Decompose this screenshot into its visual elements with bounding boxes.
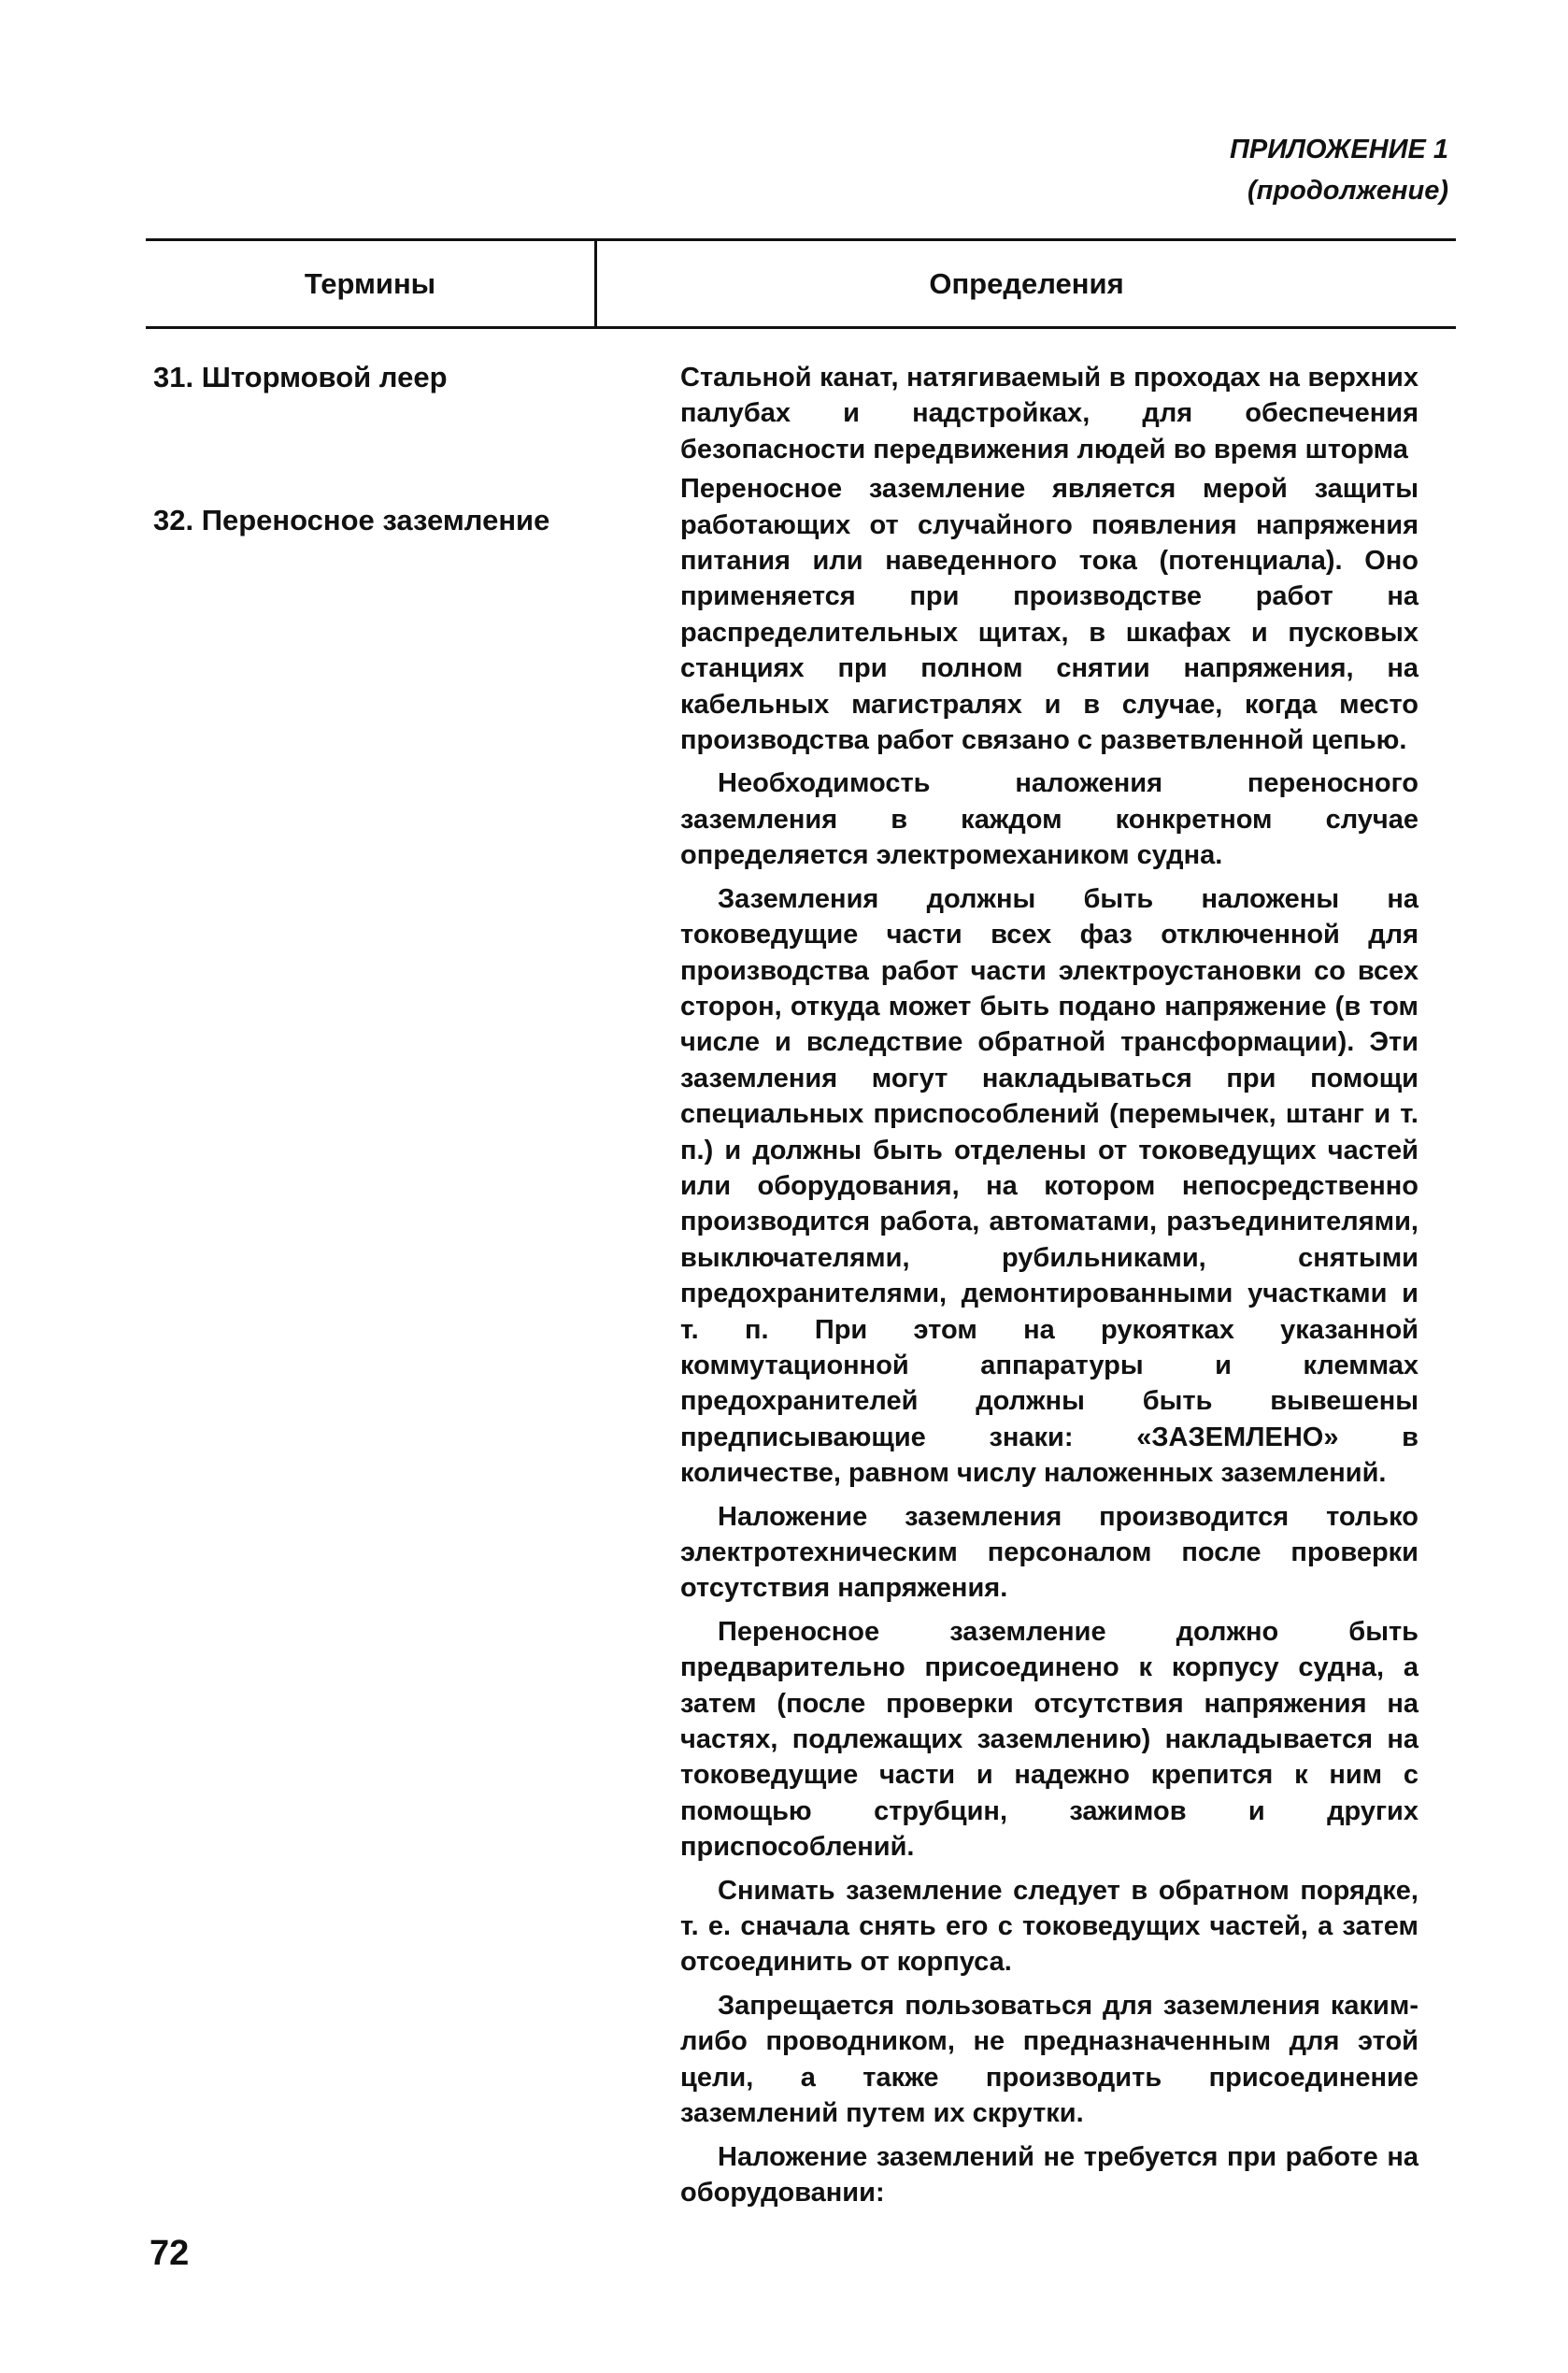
term-32: 32. Переносное заземление <box>153 504 550 536</box>
appendix-title: ПРИЛОЖЕНИЕ 1 <box>1230 135 1448 164</box>
definition-32-paragraph: Переносное заземление является мерой защиты работающих от случайного появления напряжения питания или наведенного тока (потенциала). Оно применяется при производстве работ на распределительных щитах, в шкафах и пусковых станциях при полном снятии напряжения, на кабельных магистралях и в случае, когда место производства работ связано с разветвленной цепью. <box>680 474 1418 756</box>
definitions-column <box>680 360 1418 2218</box>
appendix-header <box>1230 129 1448 211</box>
definition-32-paragraph: Необходимость наложения переносного заземления в каждом конкретном случае определяется электромехаником судна. <box>680 768 1418 871</box>
definition-32-paragraph: Запрещается пользоваться для заземления каким-либо проводником, не предназначенным для этой цели, а также производить присоединение заземлений путем их скрутки. <box>680 1990 1418 2129</box>
appendix-continued: (продолжение) <box>1247 176 1448 206</box>
definition-32-paragraph: Наложение заземления производится только электротехническим персоналом после проверки отсутствия напряжения. <box>680 1501 1418 1604</box>
definition-32-paragraph: Снимать заземление следует в обратном порядке, т. е. сначала снять его с токоведущих частей, а затем отсоединить от корпуса. <box>680 1875 1418 1978</box>
definition-32-paragraph: Наложение заземлений не требуется при работе на оборудовании: <box>680 2141 1418 2208</box>
table-header <box>146 238 1456 329</box>
column-header-definitions: Определения <box>929 267 1124 300</box>
definition-32-paragraph: Заземления должны быть наложены на токоведущие части всех фаз отключенной для производства работ части электроустановки со всех сторон, откуда может быть подано напряжение (в том числе и вследствие обратной трансформации). Эти заземления могут накладываться при помощи специальных приспособлений (перемычек, штанг и т. п.) и должны быть отделены от токоведущих частей или оборудования, на котором непосредственно производится работа, автоматами, разъединителями, выключателями, рубильниками, снятыми предохранителями, демонтированными участками и т. п. При этом на рукоятках указанной коммутационной аппаратуры и клеммах предохранителей должны быть вывешены предписывающие знаки: «ЗАЗЕМЛЕНО» в количестве, равном числу наложенных заземлений. <box>680 883 1418 1489</box>
definition-32-paragraph: Переносное заземление должно быть предварительно присоединено к корпусу судна, а затем (после проверки отсутствия напряжения на частях, подлежащих заземлению) накладывается на токоведущие части и надежно крепится к ним с помощью струбцин, зажимов и других приспособлений. <box>680 1616 1418 1863</box>
definition-31: Стальной канат, натягиваемый в проходах на верхних палубах и надстройках, для обеспечения безопасности передвижения людей во время шторма <box>680 363 1418 465</box>
column-header-terms: Термины <box>304 267 436 300</box>
page-number: 72 <box>150 2234 190 2273</box>
term-31: 31. Штормовой леер <box>153 361 448 393</box>
